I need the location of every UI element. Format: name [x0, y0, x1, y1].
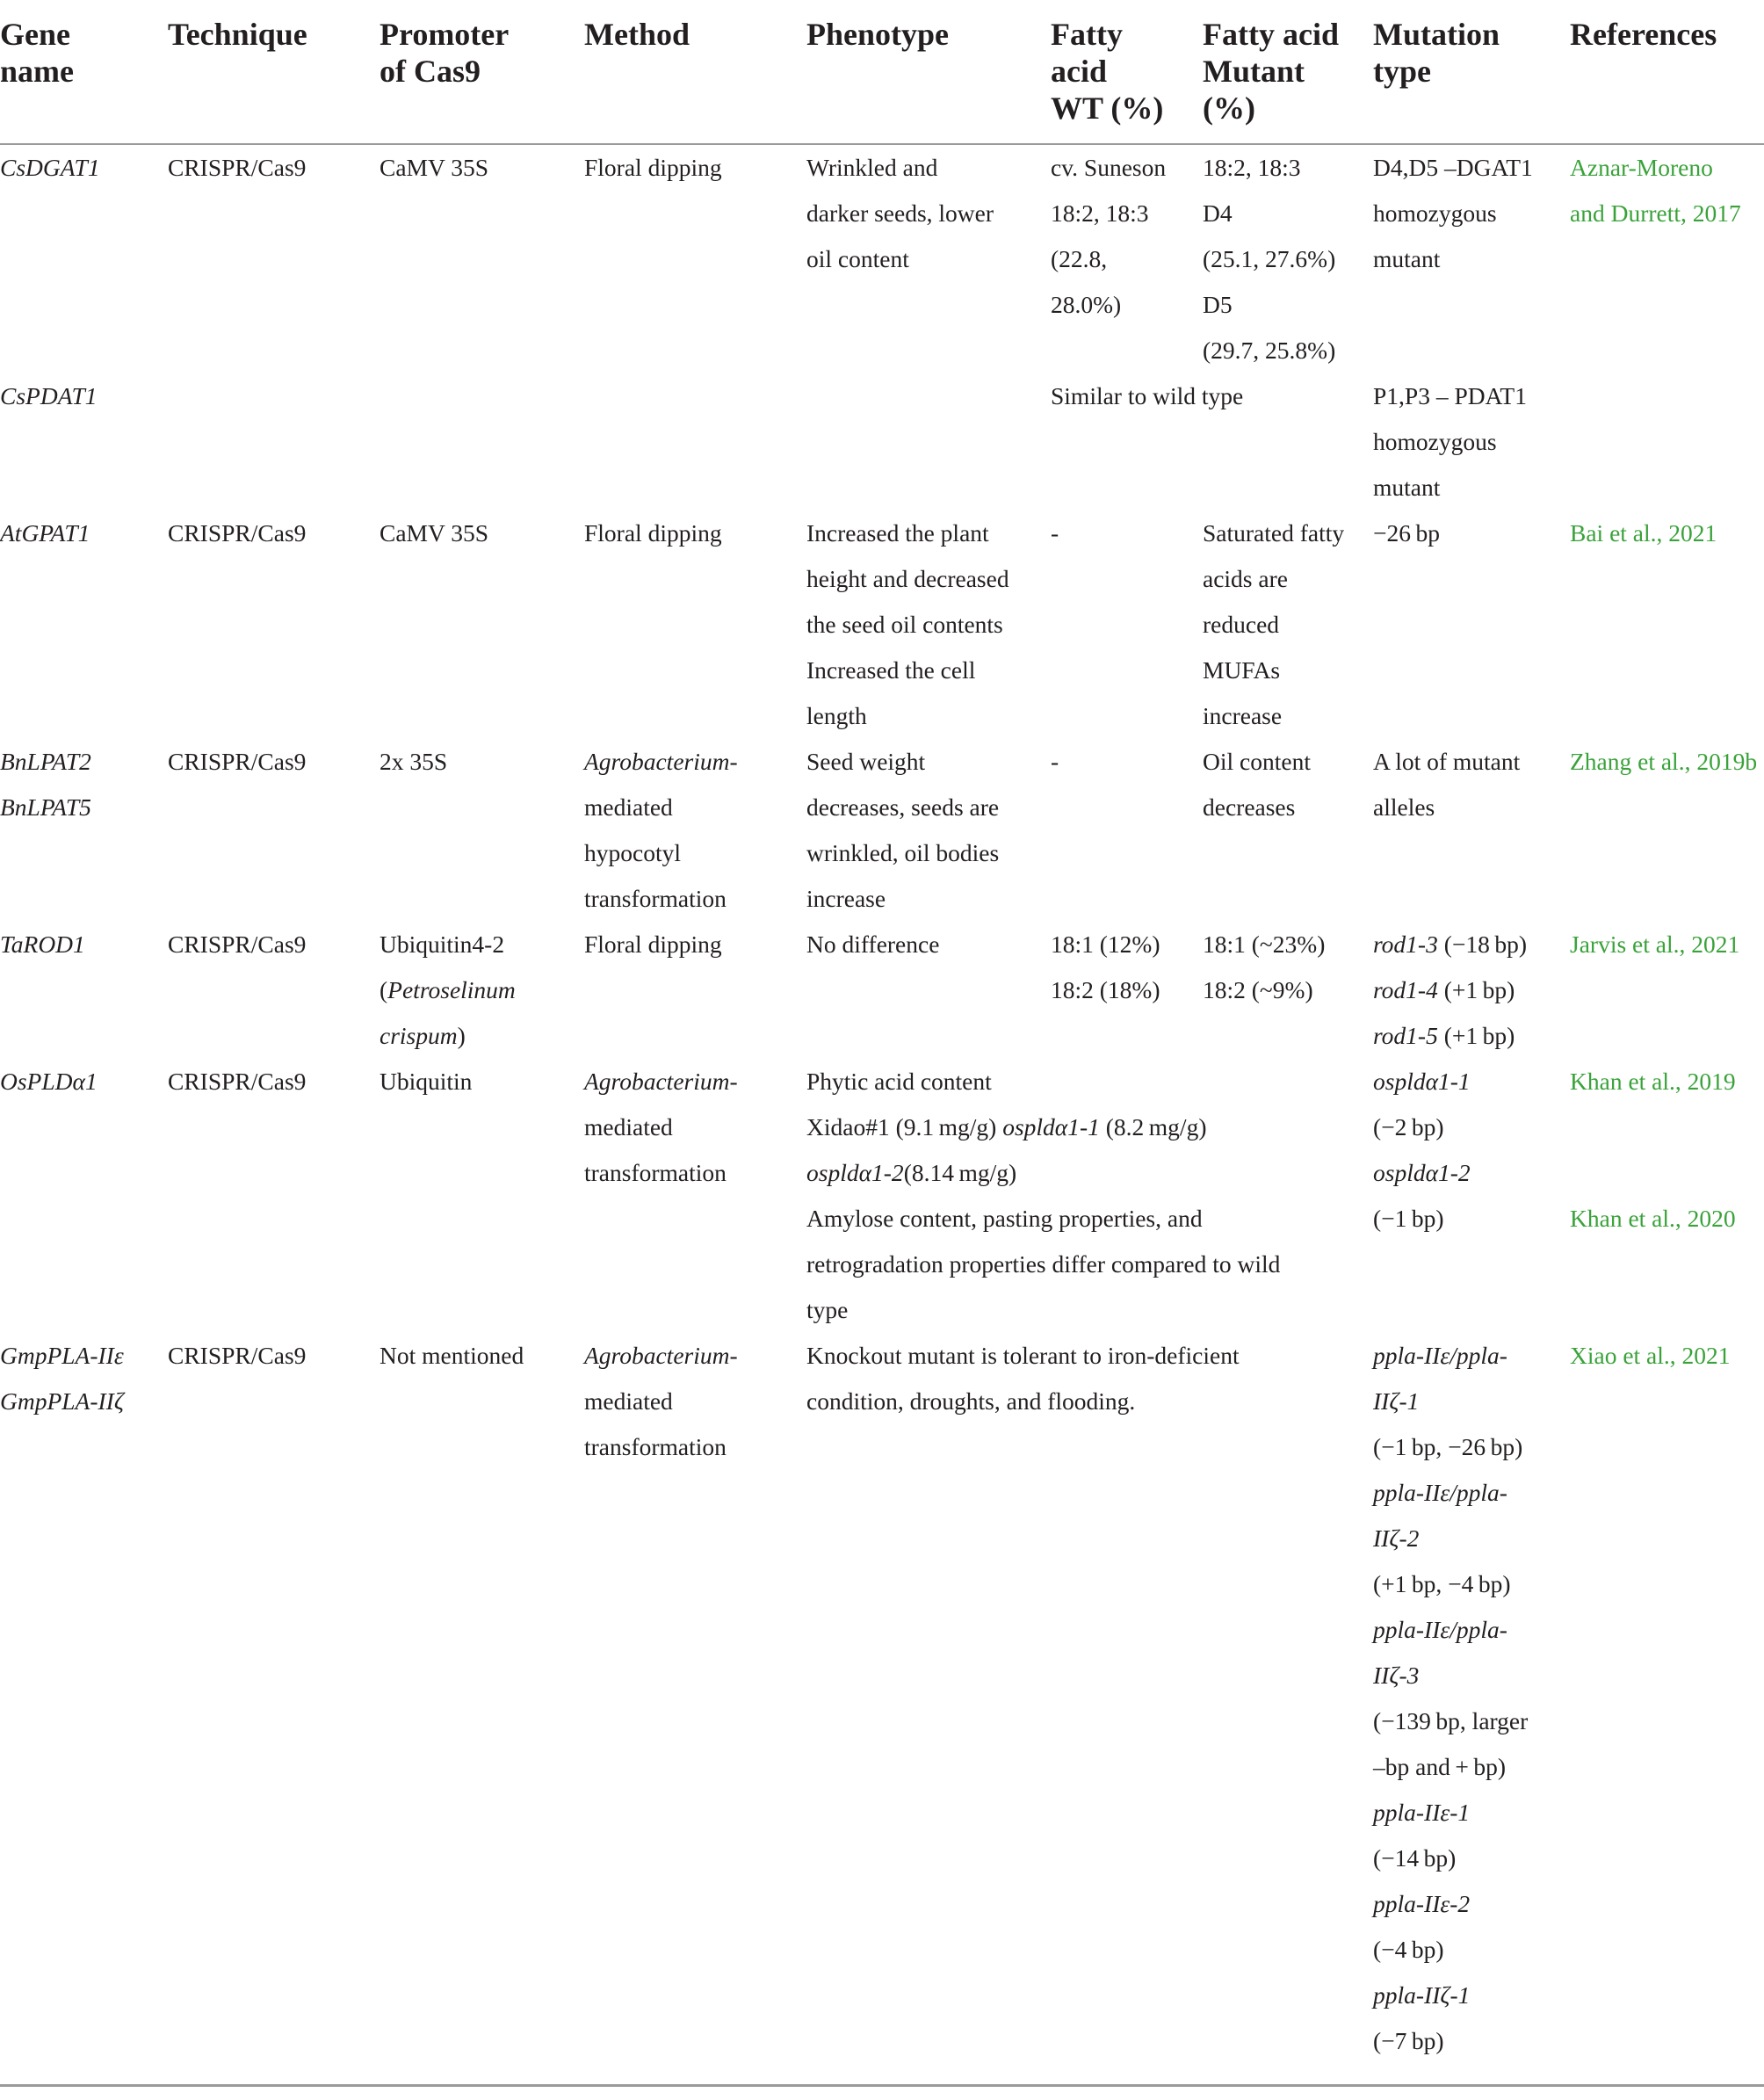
promoter-tarod1-line: Ubiquitin4-2 — [380, 931, 505, 958]
fa-wt-csdgat1-line: 28.0%) — [1051, 291, 1122, 318]
mutation-ospld-line: (−2 bp) — [1373, 1113, 1444, 1141]
mutation-csdgat1-line: mutant — [1373, 245, 1441, 272]
gene-bnlpat2: BnLPAT2 — [0, 748, 91, 775]
fa-cspdat1: Similar to wild type — [1051, 382, 1244, 409]
method-gmppla-line: Agrobacterium- — [584, 1342, 738, 1369]
mutation-cspdat1-line: mutant — [1373, 474, 1441, 501]
fa-mut-atgpat1-line: Saturated fatty — [1203, 519, 1345, 547]
mutation-ospld-line: (−1 bp) — [1373, 1205, 1444, 1232]
fa-mut-atgpat1-line: reduced — [1203, 611, 1280, 638]
mutation-gmppla-line: IIζ-1 — [1373, 1387, 1420, 1415]
phenotype-atgpat1-line: length — [806, 702, 867, 729]
phenotype-bnlpat-line: increase — [806, 885, 886, 912]
mutation-atgpat1: −26 bp — [1373, 519, 1441, 547]
phenotype-bnlpat-line: Seed weight — [806, 748, 926, 775]
mutation-gmppla-line: ppla-IIε-1 — [1373, 1799, 1471, 1826]
fa-mut-bnlpat-line: decreases — [1203, 793, 1296, 821]
reference-link-atgpat1[interactable]: Bai et al., 2021 — [1570, 519, 1717, 547]
footer-rule — [0, 2084, 1764, 2087]
fa-mut-tarod1-line: 18:1 (~23%) — [1203, 931, 1326, 958]
method-bnlpat-line: Agrobacterium- — [584, 748, 738, 775]
phenotype-gmppla-line: condition, droughts, and flooding. — [806, 1387, 1136, 1415]
gene-atgpat1: AtGPAT1 — [0, 519, 90, 547]
fa-mut-atgpat1-line: increase — [1203, 702, 1283, 729]
reference-link-bnlpat[interactable]: Zhang et al., 2019b — [1570, 748, 1758, 775]
mutation-gmppla-line: ppla-IIε-2 — [1373, 1890, 1471, 1917]
mutation-cspdat1-line: P1,P3 – PDAT1 — [1373, 382, 1527, 409]
mutation-ospld-line: ospldα1-2 — [1373, 1159, 1471, 1186]
mutation-csdgat1-line: D4,D5 –DGAT1 — [1373, 154, 1533, 181]
reference-link-tarod1[interactable]: Jarvis et al., 2021 — [1570, 931, 1740, 958]
technique-ospld: CRISPR/Cas9 — [168, 1068, 307, 1095]
gene-ospld: OsPLDα1 — [0, 1068, 98, 1095]
mutation-gmppla-line: ppla-IIε/ppla- — [1373, 1616, 1507, 1643]
reference-link-csdgat1[interactable]: Aznar-Moreno — [1570, 154, 1713, 181]
phenotype-ospld-line: Xidao#1 (9.1 mg/g) ospldα1-1 (8.2 mg/g) — [806, 1113, 1207, 1141]
technique-gmppla: CRISPR/Cas9 — [168, 1342, 307, 1369]
promoter-csdgat1: CaMV 35S — [380, 154, 489, 181]
method-bnlpat-line: hypocotyl — [584, 839, 681, 866]
mutation-gmppla-line: (−139 bp, larger — [1373, 1707, 1529, 1734]
fa-mut-tarod1-line: 18:2 (~9%) — [1203, 976, 1313, 1003]
fa-wt-csdgat1-line: 18:2, 18:3 — [1051, 199, 1149, 227]
fa-mut-csdgat1-line: D5 — [1203, 291, 1233, 318]
method-ospld-line: transformation — [584, 1159, 727, 1186]
phenotype-bnlpat-line: wrinkled, oil bodies — [806, 839, 1000, 866]
phenotype-ospld-line: Amylose content, pasting properties, and — [806, 1205, 1203, 1232]
fa-mut-csdgat1-line: (25.1, 27.6%) — [1203, 245, 1336, 272]
promoter-gmppla: Not mentioned — [380, 1342, 524, 1369]
header-references: References — [1570, 17, 1717, 52]
method-gmppla-line: transformation — [584, 1433, 727, 1460]
fa-wt-atgpat1: - — [1051, 519, 1059, 547]
method-gmppla-line: mediated — [584, 1387, 673, 1415]
phenotype-atgpat1-line: Increased the cell — [806, 656, 976, 684]
method-atgpat1: Floral dipping — [584, 519, 722, 547]
technique-atgpat1: CRISPR/Cas9 — [168, 519, 307, 547]
mutation-gmppla-line: –bp and + bp) — [1373, 1753, 1507, 1780]
reference-link-gmppla[interactable]: Xiao et al., 2021 — [1570, 1342, 1731, 1369]
mutation-bnlpat-line: alleles — [1373, 793, 1435, 821]
method-ospld-line: mediated — [584, 1113, 673, 1141]
header-fatty-acid-wt: Fatty acid WT (%) — [1051, 17, 1164, 126]
phenotype-csdgat1-line: Wrinkled and — [806, 154, 938, 181]
mutation-gmppla-line: ppla-IIζ-1 — [1373, 1981, 1471, 2009]
phenotype-ospld-line: retrogradation properties differ compared to wild — [806, 1250, 1281, 1278]
mutation-csdgat1-line: homozygous — [1373, 199, 1497, 227]
promoter-atgpat1: CaMV 35S — [380, 519, 489, 547]
fa-mut-csdgat1-line: 18:2, 18:3 — [1203, 154, 1301, 181]
promoter-ospld: Ubiquitin — [380, 1068, 473, 1095]
fa-wt-tarod1-line: 18:1 (12%) — [1051, 931, 1160, 958]
mutation-tarod1-line: rod1-5 (+1 bp) — [1373, 1022, 1515, 1049]
mutation-gmppla-line: (−4 bp) — [1373, 1936, 1444, 1963]
header-promoter: Promoter of Cas9 — [380, 17, 510, 89]
mutation-gmppla-line: (−1 bp, −26 bp) — [1373, 1433, 1523, 1460]
technique-bnlpat: CRISPR/Cas9 — [168, 748, 307, 775]
phenotype-atgpat1-line: the seed oil contents — [806, 611, 1003, 638]
promoter-bnlpat: 2x 35S — [380, 748, 448, 775]
mutation-ospld-line: ospldα1-1 — [1373, 1068, 1471, 1095]
header-phenotype: Phenotype — [806, 17, 949, 52]
mutation-bnlpat-line: A lot of mutant — [1373, 748, 1521, 775]
mutation-gmppla-line: IIζ-2 — [1373, 1524, 1420, 1552]
phenotype-gmppla-line: Knockout mutant is tolerant to iron-deficient — [806, 1342, 1240, 1369]
mutation-tarod1-line: rod1-3 (−18 bp) — [1373, 931, 1528, 958]
reference-link-ospld-2020[interactable]: Khan et al., 2020 — [1570, 1205, 1736, 1232]
mutation-gmppla-line: IIζ-3 — [1373, 1662, 1420, 1689]
method-csdgat1: Floral dipping — [584, 154, 722, 181]
phenotype-atgpat1-line: height and decreased — [806, 565, 1009, 592]
fa-wt-csdgat1-line: cv. Suneson — [1051, 154, 1167, 181]
technique-tarod1: CRISPR/Cas9 — [168, 931, 307, 958]
mutation-gmppla-line: ppla-IIε/ppla- — [1373, 1342, 1507, 1369]
phenotype-ospld-line: ospldα1-2(8.14 mg/g) — [806, 1159, 1017, 1186]
fa-wt-csdgat1-line: (22.8, — [1051, 245, 1108, 272]
method-bnlpat-line: mediated — [584, 793, 673, 821]
mutation-gmppla-line: ppla-IIε/ppla- — [1373, 1479, 1507, 1506]
gene-bnlpat5: BnLPAT5 — [0, 793, 91, 821]
phenotype-ospld-line: type — [806, 1296, 849, 1323]
promoter-tarod1-line: crispum) — [380, 1022, 466, 1049]
reference-link-ospld-2019[interactable]: Khan et al., 2019 — [1570, 1068, 1736, 1095]
gene-gmppla-iie: GmpPLA-IIε — [0, 1342, 124, 1369]
fa-wt-tarod1-line: 18:2 (18%) — [1051, 976, 1160, 1003]
fa-mut-atgpat1-line: acids are — [1203, 565, 1288, 592]
mutation-gmppla-line: (−14 bp) — [1373, 1844, 1457, 1872]
header-technique: Technique — [168, 17, 307, 52]
gene-cspdat1: CsPDAT1 — [0, 382, 98, 409]
fa-mut-atgpat1-line: MUFAs — [1203, 656, 1281, 684]
method-tarod1: Floral dipping — [584, 931, 722, 958]
phenotype-tarod1: No difference — [806, 931, 940, 958]
phenotype-csdgat1-line: oil content — [806, 245, 909, 272]
fa-mut-csdgat1-line: (29.7, 25.8%) — [1203, 337, 1336, 364]
mutation-gmppla-line: (−7 bp) — [1373, 2027, 1444, 2054]
phenotype-atgpat1-line: Increased the plant — [806, 519, 989, 547]
phenotype-ospld-line: Phytic acid content — [806, 1068, 992, 1095]
header-method: Method — [584, 17, 690, 52]
header-gene-name: Gene name — [0, 17, 74, 89]
technique-csdgat1: CRISPR/Cas9 — [168, 154, 307, 181]
phenotype-csdgat1-line: darker seeds, lower — [806, 199, 994, 227]
mutation-tarod1-line: rod1-4 (+1 bp) — [1373, 976, 1515, 1003]
gene-tarod1: TaROD1 — [0, 931, 85, 958]
header-mutation-type: Mutation type — [1373, 17, 1500, 89]
promoter-tarod1-line: (Petroselinum — [380, 976, 516, 1003]
fa-wt-bnlpat: - — [1051, 748, 1059, 775]
method-ospld-line: Agrobacterium- — [584, 1068, 738, 1095]
reference-link-csdgat1[interactable]: and Durrett, 2017 — [1570, 199, 1741, 227]
method-bnlpat-line: transformation — [584, 885, 727, 912]
mutation-cspdat1-line: homozygous — [1373, 428, 1497, 455]
mutation-gmppla-line: (+1 bp, −4 bp) — [1373, 1570, 1511, 1597]
header-fatty-acid-mutant: Fatty acid Mutant (%) — [1203, 17, 1339, 126]
phenotype-bnlpat-line: decreases, seeds are — [806, 793, 1000, 821]
fa-mut-bnlpat-line: Oil content — [1203, 748, 1311, 775]
gene-csdgat1: CsDGAT1 — [0, 154, 100, 181]
gene-gmppla-iiz: GmpPLA-IIζ — [0, 1387, 124, 1415]
fa-mut-csdgat1-line: D4 — [1203, 199, 1233, 227]
